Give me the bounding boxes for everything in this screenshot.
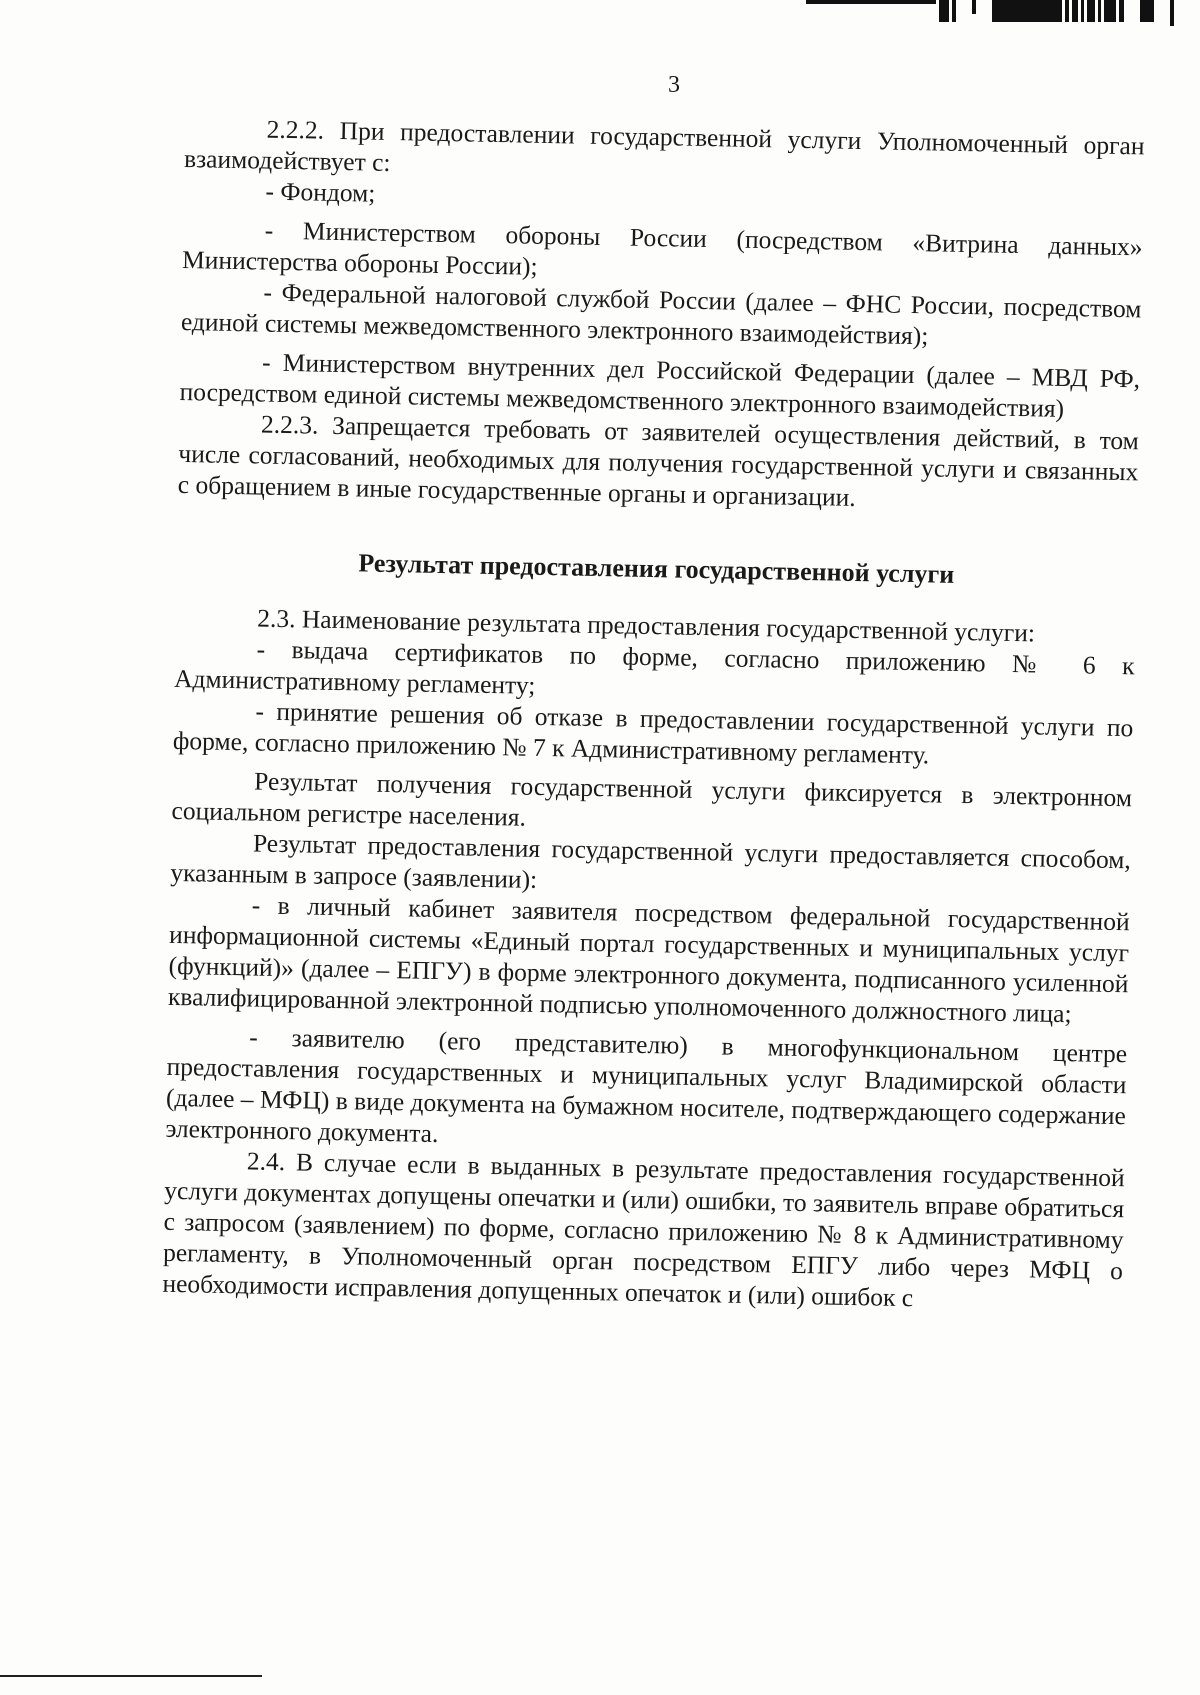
bottom-rule	[0, 1675, 262, 1677]
list-item-ministry-defense: - Министерством обороны России (посредством «Витрина данных» Министерства обороны России);	[181, 215, 1143, 281]
list-item-interior: - Министерством внутренних дел Российской Федерации (далее – МВД РФ, посредством единой системы межведомственного электронного взаимодействия)	[179, 347, 1141, 423]
list-item-fund: - Фондом;	[265, 176, 376, 208]
list-item-refusal: - принятие решения об отказе в предоставлении государственной услуги по форме, согласно приложению № 7 к Административному регламенту.	[172, 696, 1134, 770]
list-item-mfc: - заявителю (его представителю) в многофункциональном центре предоставления государственных и муниципальных услуг Владимирской области (далее – МФЦ) в виде документа на бумажном носителе, подтверждающего содержание электронного документа.	[165, 1022, 1128, 1149]
list-item-certificates: - выдача сертификатов по форме, согласно приложению № 6 к Административному регламенту;	[173, 634, 1135, 700]
paragraph-2-3: 2.3. Наименование результата предоставления государственной услуги:	[257, 603, 1036, 648]
page-number: 3	[668, 72, 680, 98]
paragraph-result-fixed: Результат получения государственной услуги фиксируется в электронном социальном регистре населения.	[171, 766, 1133, 832]
paragraph-2-2-3: 2.2.3. Запрещается требовать от заявителей осуществления действий, в том числе согласований, необходимых для получения государственной услуги и связанных с обращением в иные государственные органы и организации.	[177, 409, 1140, 512]
list-item-tax-service: - Федеральной налоговой службой России (далее – ФНС России, посредством единой системы межведомственного электронного взаимодействия);	[180, 277, 1142, 351]
document-body	[162, 112, 1145, 1317]
list-item-personal-cabinet: - в личный кабинет заявителя посредством федеральной государственной информационной системы «Единый портал государственных и муниципальных услуг (функций)» (далее – ЕПГУ) в форме электронного документа, подписанного усиленной квалифицированной электронной подписью уполномоченного должностного лица;	[167, 890, 1130, 1029]
paragraph-2-2-2: 2.2.2. При предоставлении государственной услуги Уполномоченный орган взаимодействует с:	[183, 114, 1145, 177]
paragraph-2-4: 2.4. В случае если в выданных в результате предоставления государственной услуги документах допущены опечатки и (или) ошибки, то заявитель вправе обратиться с запросом (заявлением) по форме, согласно приложению № 8 к Административному регламенту, в Уполномоченный орган посредством ЕПГУ либо через МФЦ о необходимости исправления допущенных опечаток и (или) ошибок с	[162, 1146, 1125, 1313]
barcode-mark	[806, 0, 1174, 26]
section-heading: Результат предоставления государственной услуги	[358, 548, 955, 589]
paragraph-result-method: Результат предоставления государственной услуги предоставляется способом, указанным в запросе (заявлении):	[170, 828, 1132, 894]
